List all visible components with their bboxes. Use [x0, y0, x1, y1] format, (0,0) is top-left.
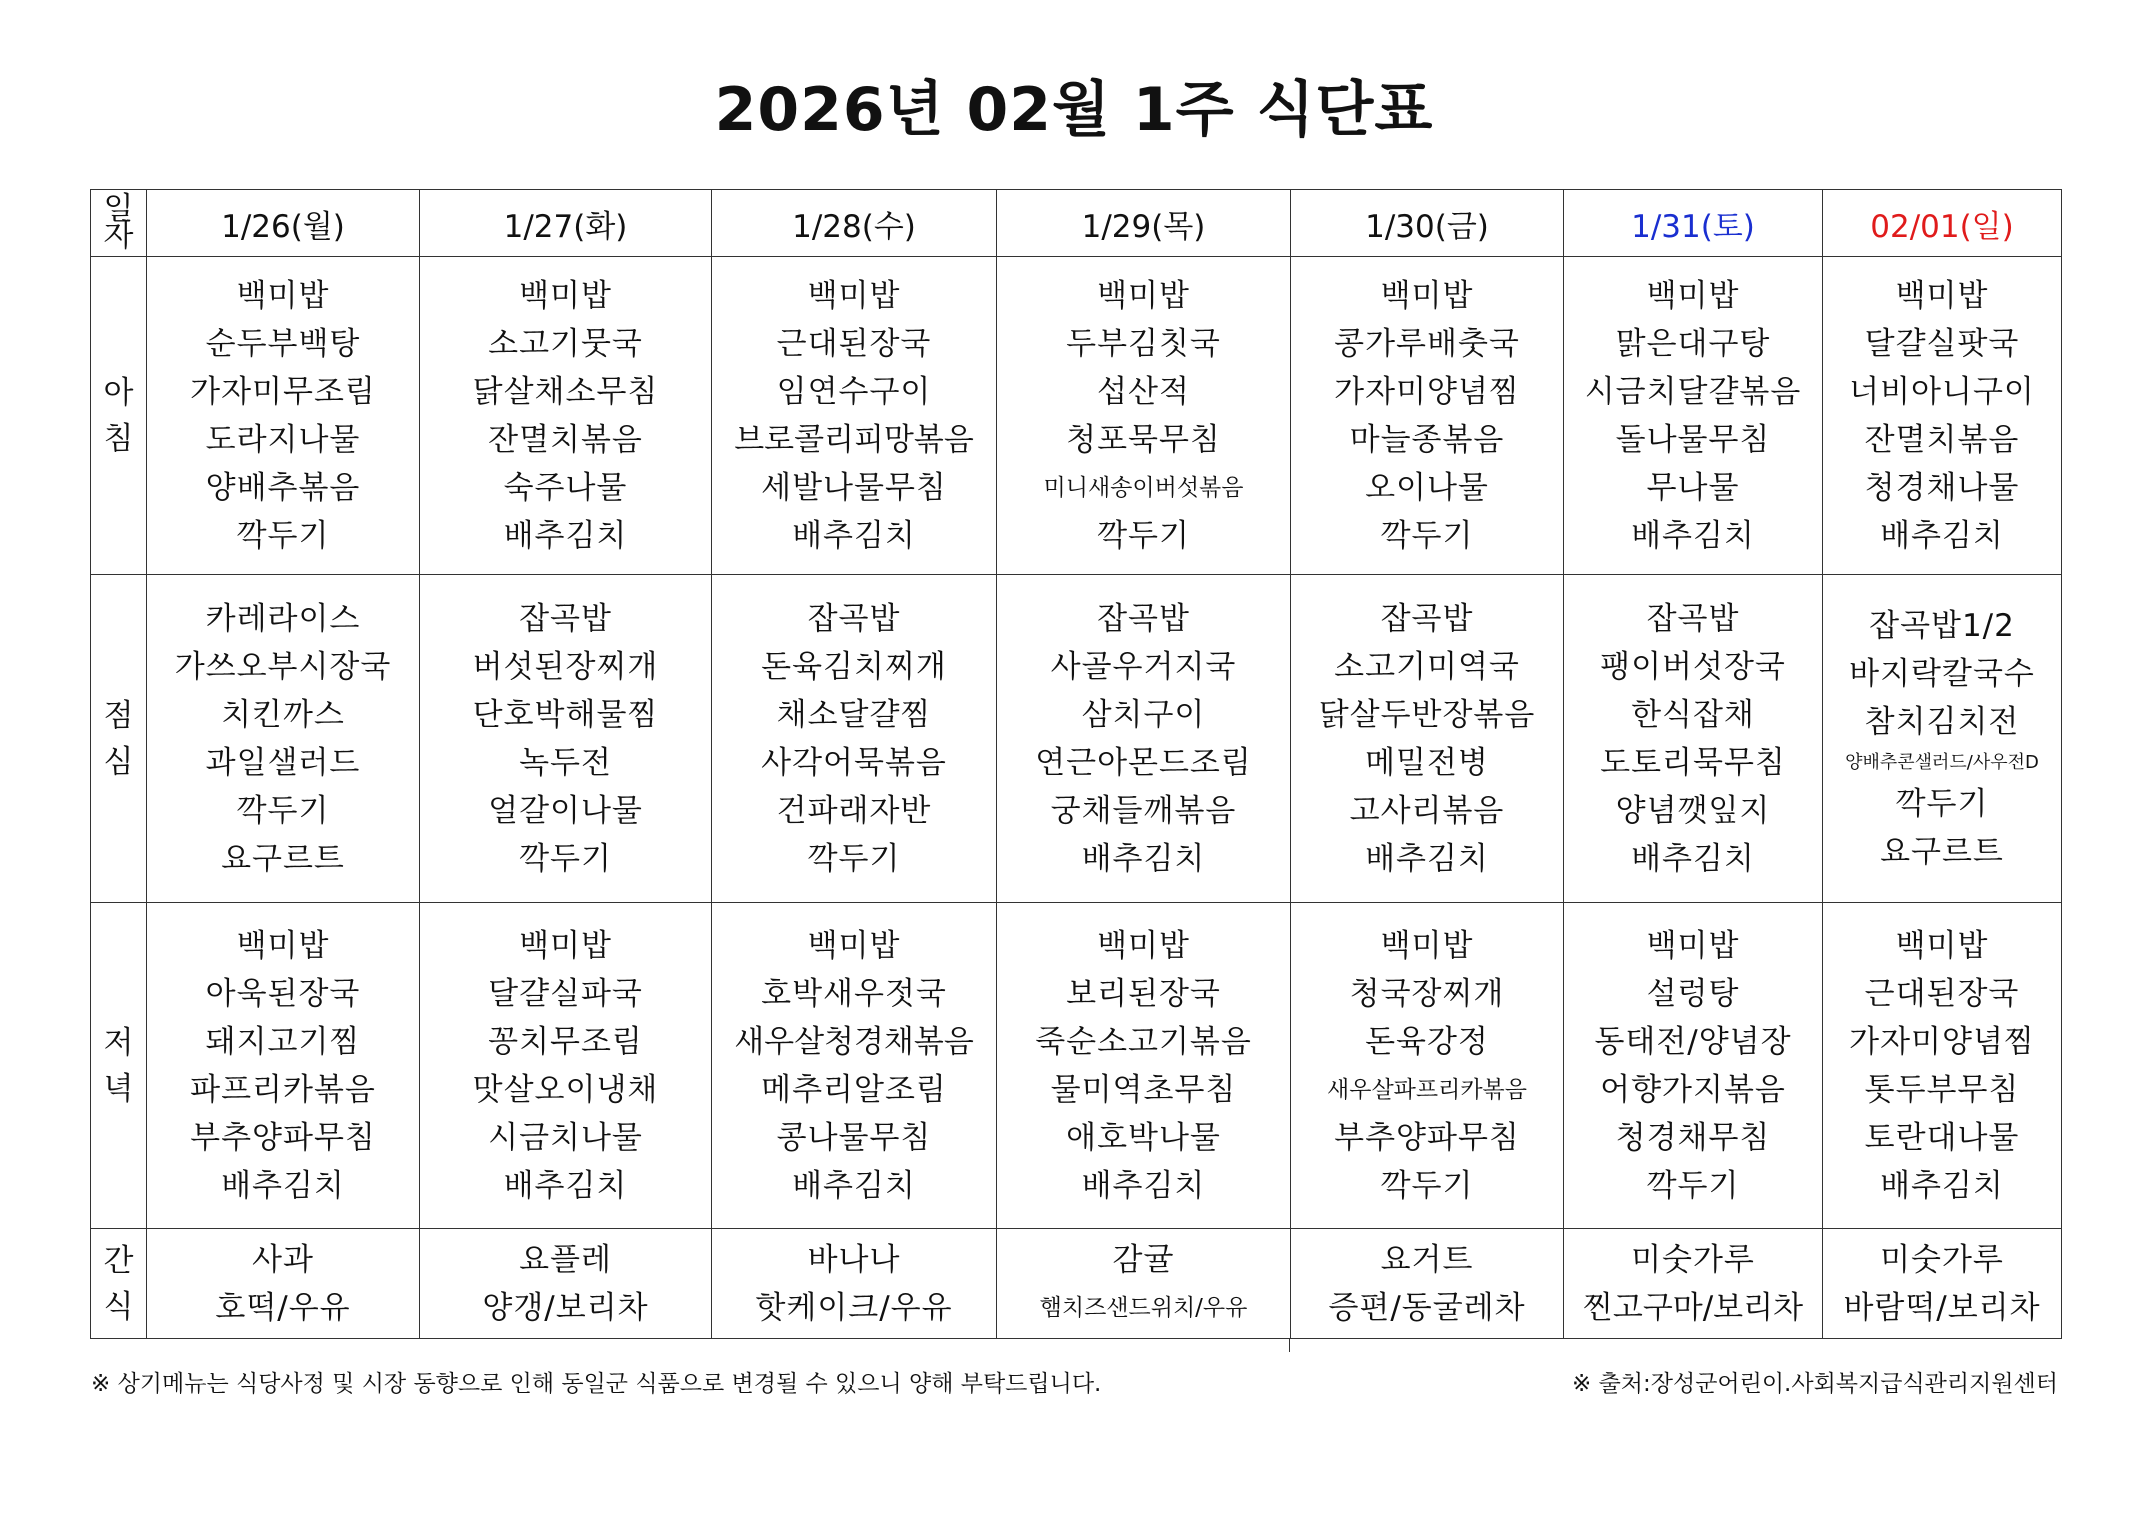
menu-item: 가자미양념찜 — [1334, 373, 1520, 410]
day-header-thu: 1/29(목) — [997, 190, 1291, 257]
lunch-cell-fri — [1291, 575, 1564, 903]
menu-item: 바나나 — [807, 1241, 901, 1278]
menu-item: 백미밥 — [1380, 277, 1474, 314]
menu-item: 깍두기 — [807, 840, 901, 877]
menu-item: 임연수구이 — [776, 373, 932, 410]
menu-item: 죽순소고기볶음 — [1035, 1023, 1252, 1060]
day-header-sun: 02/01(일) — [1823, 190, 2062, 257]
dinner-row — [91, 903, 2062, 1229]
menu-item: 요거트 — [1380, 1241, 1474, 1278]
menu-item: 부추양파무침 — [1334, 1119, 1520, 1156]
menu-item: 브로콜리피망볶음 — [734, 421, 974, 458]
dinner-cell-sun — [1823, 903, 2062, 1229]
menu-item: 백미밥 — [1646, 927, 1740, 964]
menu-item: 얼갈이나물 — [488, 792, 643, 829]
menu-item: 감귤 — [1112, 1241, 1175, 1278]
menu-item: 백미밥 — [519, 927, 612, 964]
menu-item: 새우살파프리카볶음 — [1327, 1076, 1527, 1103]
dinner-cell-tue — [420, 903, 712, 1229]
snack-label-char: 간 — [103, 1242, 134, 1279]
menu-item: 도라지나물 — [205, 421, 361, 458]
menu-item: 찐고구마/보리차 — [1582, 1289, 1804, 1326]
menu-item: 배추김치 — [792, 1167, 916, 1204]
menu-item: 백미밥 — [236, 277, 330, 314]
menu-item: 근대된장국 — [1864, 975, 2020, 1012]
menu-item: 참치김치전 — [1864, 703, 2020, 740]
menu-item: 미숫가루 — [1631, 1241, 1755, 1278]
menu-item: 백미밥 — [1895, 927, 1989, 964]
menu-item: 보리된장국 — [1066, 975, 1221, 1012]
menu-item: 고사리볶음 — [1349, 792, 1505, 829]
menu-item: 배추김치 — [1631, 517, 1755, 554]
menu-item: 카레라이스 — [205, 600, 361, 637]
menu-item: 아욱된장국 — [205, 975, 361, 1012]
day-header-mon: 1/26(월) — [147, 190, 420, 257]
menu-item: 잡곡밥 — [519, 600, 612, 637]
lunch-label-char: 점 — [103, 697, 134, 734]
menu-item: 잡곡밥 — [807, 600, 901, 637]
menu-item: 배추김치 — [1365, 840, 1489, 877]
menu-item: 배추김치 — [221, 1167, 345, 1204]
menu-item: 깍두기 — [1097, 517, 1190, 554]
menu-item: 소고기뭇국 — [488, 325, 643, 362]
menu-item: 호떡/우유 — [215, 1289, 351, 1326]
date-corner-label — [91, 190, 147, 257]
menu-item: 과일샐러드 — [205, 744, 361, 781]
header-row — [91, 190, 2062, 257]
menu-item: 깍두기 — [1895, 785, 1989, 822]
menu-item: 백미밥 — [1097, 927, 1190, 964]
menu-item: 백미밥 — [1097, 277, 1190, 314]
snack-cell-thu — [997, 1229, 1291, 1339]
breakfast-row — [91, 257, 2062, 575]
menu-item: 청국장찌개 — [1349, 975, 1505, 1012]
snack-cell-mon — [147, 1229, 420, 1339]
menu-item: 돼지고기찜 — [205, 1023, 361, 1060]
breakfast-cell-wed — [712, 257, 997, 575]
menu-item: 세발나물무침 — [761, 469, 947, 506]
menu-item: 맛살오이냉채 — [472, 1071, 659, 1108]
menu-item: 깍두기 — [236, 792, 330, 829]
menu-item: 배추김치 — [503, 517, 628, 554]
menu-item: 새우살청경채볶음 — [734, 1023, 974, 1060]
menu-item: 돈육강정 — [1365, 1023, 1489, 1060]
snack-cell-wed — [712, 1229, 997, 1339]
menu-item: 물미역초무침 — [1050, 1071, 1237, 1108]
menu-item: 가쓰오부시장국 — [174, 648, 392, 685]
menu-item: 파프리카볶음 — [190, 1071, 376, 1108]
menu-item: 잡곡밥 — [1097, 600, 1190, 637]
menu-item: 녹두전 — [519, 744, 612, 781]
breakfast-cell-thu — [997, 257, 1291, 575]
menu-item: 백미밥 — [1895, 277, 1989, 314]
menu-item: 무나물 — [1646, 469, 1740, 506]
menu-item: 애호박나물 — [1066, 1119, 1221, 1156]
menu-item: 잔멸치볶음 — [1864, 421, 2020, 458]
table-tick-mark — [1289, 1338, 1290, 1352]
menu-item: 요구르트 — [1880, 833, 2004, 870]
lunch-cell-wed — [712, 575, 997, 903]
menu-item: 호박새우젓국 — [761, 975, 947, 1012]
menu-item: 양배추콘샐러드/사우전D — [1845, 751, 2039, 773]
menu-item: 배추김치 — [792, 517, 916, 554]
menu-item: 돌나물무침 — [1615, 421, 1771, 458]
breakfast-cell-sat — [1564, 257, 1823, 575]
menu-item: 백미밥 — [236, 927, 330, 964]
breakfast-cell-tue — [420, 257, 712, 575]
menu-item: 배추김치 — [1880, 517, 2004, 554]
menu-item: 닭살두반장볶음 — [1318, 696, 1536, 733]
lunch-cell-tue — [420, 575, 712, 903]
menu-item: 사과 — [252, 1241, 314, 1278]
dinner-label — [91, 903, 147, 1229]
menu-item: 메추리알조림 — [761, 1071, 947, 1108]
menu-item: 요플레 — [519, 1241, 612, 1278]
day-header-tue: 1/27(화) — [420, 190, 712, 257]
menu-item: 어향가지볶음 — [1600, 1071, 1786, 1108]
menu-item: 배추김치 — [1880, 1167, 2004, 1204]
menu-item: 양갱/보리차 — [482, 1289, 649, 1326]
menu-item: 토란대나물 — [1864, 1119, 2020, 1156]
dinner-cell-wed — [712, 903, 997, 1229]
menu-item: 양배추볶음 — [205, 469, 361, 506]
lunch-cell-thu — [997, 575, 1291, 903]
menu-item: 도토리묵무침 — [1600, 744, 1786, 781]
menu-item: 삼치구이 — [1081, 696, 1206, 733]
menu-item: 깍두기 — [519, 840, 612, 877]
menu-item: 바지락칼국수 — [1849, 655, 2035, 692]
corner-label-2: 자 — [103, 218, 134, 254]
menu-item: 숙주나물 — [503, 469, 628, 506]
menu-item: 바람떡/보리차 — [1843, 1289, 2041, 1326]
menu-item: 백미밥 — [1380, 927, 1474, 964]
menu-item: 오이나물 — [1365, 469, 1489, 506]
snack-label — [91, 1229, 147, 1339]
menu-item: 배추김치 — [1631, 840, 1755, 877]
menu-item: 부추양파무침 — [190, 1119, 376, 1156]
menu-item: 꽁치무조림 — [488, 1023, 643, 1060]
meal-plan-table — [90, 189, 2062, 1339]
dinner-cell-fri — [1291, 903, 1564, 1229]
menu-item: 동태전/양념장 — [1594, 1023, 1792, 1060]
menu-item: 배추김치 — [1081, 840, 1206, 877]
snack-cell-tue — [420, 1229, 712, 1339]
menu-item: 백미밥 — [807, 277, 901, 314]
dinner-cell-mon — [147, 903, 420, 1229]
menu-item: 단호박해물찜 — [472, 696, 659, 733]
menu-item: 섭산적 — [1097, 373, 1190, 410]
menu-item: 청경채나물 — [1864, 469, 2020, 506]
menu-item: 궁채들깨볶음 — [1050, 792, 1237, 829]
snack-row — [91, 1229, 2062, 1339]
menu-item: 시금치달걀볶음 — [1584, 373, 1802, 410]
menu-item: 톳두부무침 — [1864, 1071, 2020, 1108]
page-title: 2026년 02월 1주 식단표 — [714, 75, 1434, 145]
breakfast-cell-sun — [1823, 257, 2062, 575]
menu-item: 잡곡밥 — [1380, 600, 1474, 637]
dinner-cell-thu — [997, 903, 1291, 1229]
menu-item: 설렁탕 — [1646, 975, 1740, 1012]
menu-item: 달걀실팟국 — [1864, 325, 2020, 362]
breakfast-cell-fri — [1291, 257, 1564, 575]
menu-item: 돈육김치찌개 — [761, 648, 947, 685]
menu-item: 두부김칫국 — [1066, 325, 1221, 362]
day-header-wed: 1/28(수) — [712, 190, 997, 257]
menu-item: 배추김치 — [503, 1167, 628, 1204]
dinner-label-char: 녁 — [103, 1070, 134, 1107]
menu-item: 백미밥 — [807, 927, 901, 964]
menu-item: 깍두기 — [1646, 1167, 1740, 1204]
lunch-label-char: 심 — [103, 743, 134, 780]
menu-item: 배추김치 — [1081, 1167, 1206, 1204]
breakfast-label-char: 침 — [103, 420, 134, 457]
menu-item: 잔멸치볶음 — [488, 421, 643, 458]
menu-item: 사각어묵볶음 — [761, 744, 947, 781]
menu-item: 양념깻잎지 — [1615, 792, 1771, 829]
menu-item: 요구르트 — [221, 840, 345, 877]
menu-item: 미숫가루 — [1880, 1241, 2004, 1278]
menu-item: 잡곡밥 — [1646, 600, 1740, 637]
menu-item: 가자미양념찜 — [1849, 1023, 2035, 1060]
menu-item: 콩나물무침 — [776, 1119, 932, 1156]
footer-note: ※ 상기메뉴는 식당사정 및 시장 동향으로 인해 동일군 식품으로 변경될 수 있으니 양해 부탁드립니다. — [91, 1371, 1102, 1397]
menu-item: 청경채무침 — [1615, 1119, 1771, 1156]
snack-cell-fri — [1291, 1229, 1564, 1339]
menu-item: 버섯된장찌개 — [472, 648, 659, 685]
menu-item: 채소달걀찜 — [776, 696, 932, 733]
lunch-cell-sat — [1564, 575, 1823, 903]
snack-cell-sun — [1823, 1229, 2062, 1339]
menu-item: 순두부백탕 — [205, 325, 361, 362]
menu-item: 닭살채소무침 — [472, 373, 659, 410]
menu-item: 너비아니구이 — [1849, 373, 2035, 410]
menu-item: 연근아몬드조림 — [1035, 744, 1252, 781]
dinner-cell-sat — [1564, 903, 1823, 1229]
menu-item: 맑은대구탕 — [1615, 325, 1771, 362]
snack-label-char: 식 — [103, 1288, 134, 1325]
menu-item: 깍두기 — [1380, 517, 1474, 554]
menu-item: 달걀실파국 — [488, 975, 643, 1012]
breakfast-cell-mon — [147, 257, 420, 575]
menu-item: 청포묵무침 — [1066, 421, 1221, 458]
menu-item: 시금치나물 — [488, 1119, 643, 1156]
menu-item: 증편/동굴레차 — [1328, 1289, 1526, 1326]
menu-item: 근대된장국 — [776, 325, 932, 362]
snack-cell-sat — [1564, 1229, 1823, 1339]
breakfast-label — [91, 257, 147, 575]
menu-item: 소고기미역국 — [1334, 648, 1520, 685]
dinner-label-char: 저 — [103, 1024, 134, 1061]
menu-item: 미니새송이버섯볶음 — [1043, 474, 1244, 501]
menu-item: 마늘종볶음 — [1349, 421, 1505, 458]
lunch-cell-mon — [147, 575, 420, 903]
day-header-fri: 1/30(금) — [1291, 190, 1564, 257]
menu-item: 깍두기 — [236, 517, 330, 554]
footer-source: ※ 출처:장성군어린이.사회복지급식관리지원센터 — [1571, 1371, 2058, 1397]
menu-item: 백미밥 — [519, 277, 612, 314]
menu-item: 치킨까스 — [221, 696, 345, 733]
menu-item: 백미밥 — [1646, 277, 1740, 314]
lunch-label — [91, 575, 147, 903]
menu-item: 잡곡밥1/2 — [1869, 607, 2015, 644]
menu-item: 콩가루배춧국 — [1334, 325, 1520, 362]
menu-item: 가자미무조림 — [190, 373, 376, 410]
menu-item: 깍두기 — [1380, 1167, 1474, 1204]
menu-item: 팽이버섯장국 — [1600, 648, 1786, 685]
menu-item: 한식잡채 — [1631, 696, 1755, 733]
menu-item: 핫케이크/우유 — [755, 1289, 953, 1326]
day-header-sat: 1/31(토) — [1564, 190, 1823, 257]
lunch-row — [91, 575, 2062, 903]
menu-item: 건파래자반 — [776, 792, 932, 829]
corner-label-1: 일 — [103, 191, 134, 227]
lunch-cell-sun — [1823, 575, 2062, 903]
menu-item: 햄치즈샌드위치/우유 — [1039, 1294, 1248, 1321]
menu-item: 사골우거지국 — [1050, 648, 1237, 685]
breakfast-label-char: 아 — [103, 374, 134, 411]
menu-item: 메밀전병 — [1365, 744, 1489, 781]
